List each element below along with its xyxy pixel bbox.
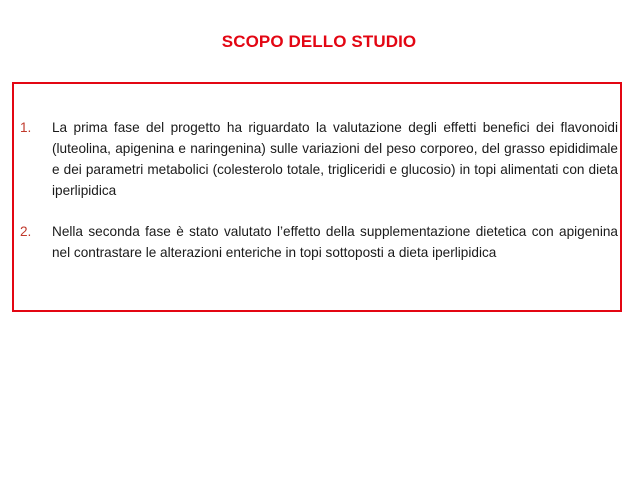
item-number: 2. — [20, 224, 32, 239]
list-item — [20, 221, 618, 263]
slide-title: SCOPO DELLO STUDIO — [221, 32, 417, 51]
item-text: La prima fase del progetto ha riguardato la valutazione degli effetti benefici dei flavonoidi (luteolina, apigenina e naringenina) sulle variazioni del peso corporeo, del grasso epididimale e dei parametri metabolici (colesterolo totale, trigliceridi e glucosio) in topi alimentati con dieta iperlipidica — [52, 120, 618, 198]
item-number: 1. — [20, 120, 32, 135]
item-text: Nella seconda fase è stato valutato l’effetto della supplementazione dietetica con apigenina nel contrastare le alterazioni enteriche in topi sottoposti a dieta iperlipidica — [52, 224, 618, 260]
list-item — [20, 117, 618, 201]
content-box — [12, 82, 622, 312]
